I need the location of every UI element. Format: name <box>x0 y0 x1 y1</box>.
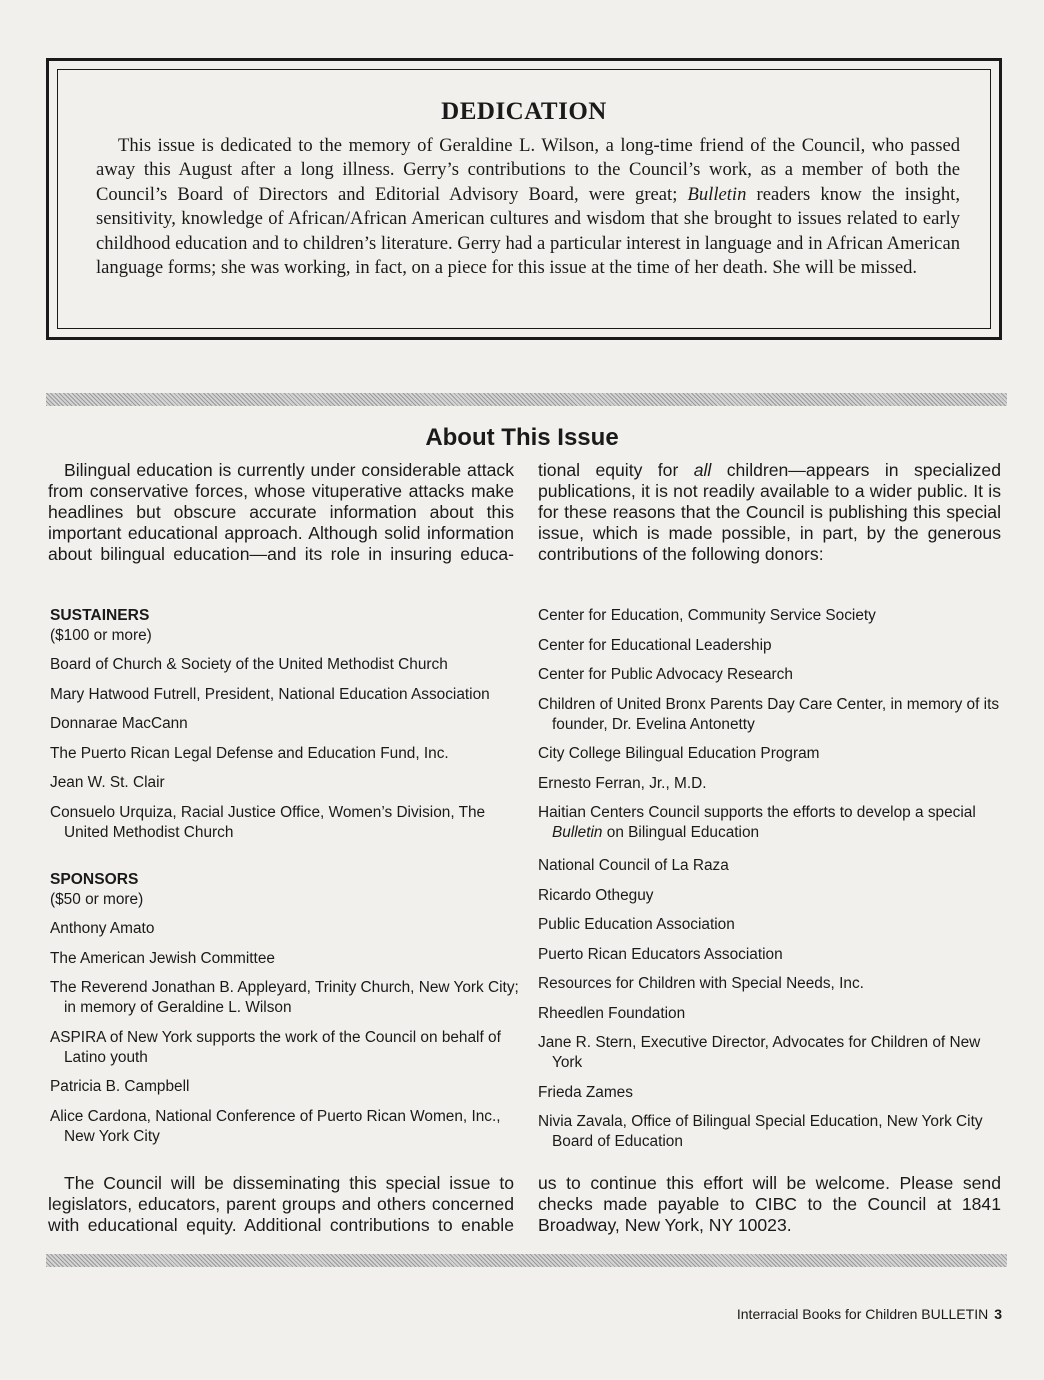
sponsors-heading: SPONSORS <box>50 871 139 888</box>
intro-right-end: children—appears in specialized publications, it is not readily available to a wider public. It is for these reasons that the Council is publishing this special issue, which is made possible, in part, by the generous contributions of the following donors: <box>538 460 1001 564</box>
sustainers-amount: ($100 or more) <box>50 627 152 644</box>
donor-entry: Nivia Zavala, Office of Bilingual Special Education, New York City Board of Education <box>538 1113 983 1150</box>
donor-entry: National Council of La Raza <box>538 857 729 874</box>
intro-right <box>538 460 1001 565</box>
haitian-text-start: Haitian Centers Council supports the efforts to develop a special <box>538 804 976 821</box>
bottom-divider-bar <box>46 1254 1007 1267</box>
donor-entry: ASPIRA of New York supports the work of the Council on behalf of Latino youth <box>50 1028 501 1066</box>
donor-entry: Rheedlen Foundation <box>538 1004 686 1022</box>
donors-left-column <box>50 606 525 1156</box>
dedication-title: DEDICATION <box>441 98 607 125</box>
donor-entry: The American Jewish Committee <box>50 949 275 967</box>
donor-entry: Jean W. St. Clair <box>50 774 165 791</box>
donor-entry: Alice Cardona, National Conference of Puerto Rican Women, Inc., New York City <box>50 1107 501 1145</box>
closing-left: The Council will be disseminating this special issue to legislators, educators, parent groups and others concerned with educational equity. Additional contributions to enable <box>48 1173 514 1235</box>
intro-right-start: tional equity for <box>538 460 694 480</box>
dedication-inner-border <box>57 69 991 329</box>
sponsors-amount: ($50 or more) <box>50 891 144 908</box>
donor-entry: Center for Education, Community Service Society <box>538 607 876 624</box>
donor-entry: Jane R. Stern, Executive Director, Advocates for Children of New York <box>538 1034 981 1071</box>
closing-right: us to continue this effort will be welcome. Please send checks made payable to CIBC to the Council at 1841 Broadway, New York, NY 10023. <box>538 1173 1001 1235</box>
donor-entry: Patricia B. Campbell <box>50 1078 190 1095</box>
donor-entry: The Puerto Rican Legal Defense and Education Fund, Inc. <box>50 744 449 762</box>
about-title: About This Issue <box>425 424 619 451</box>
sustainers-heading: SUSTAINERS <box>50 607 150 624</box>
donors-right-column <box>538 606 1006 1162</box>
donor-entry: Children of United Bronx Parents Day Care Center, in memory of its founder, Dr. Evelina Antonetty <box>538 695 1000 733</box>
donor-entry: City College Bilingual Education Program <box>538 745 820 762</box>
donor-entry: The Reverend Jonathan B. Appleyard, Trinity Church, New York City; in memory of Geraldine L. Wilson <box>50 979 519 1016</box>
dedication-box <box>46 58 1002 340</box>
donor-entry: Board of Church & Society of the United Methodist Church <box>50 656 448 673</box>
donor-entry: Center for Educational Leadership <box>538 636 772 654</box>
donor-entry-haitian <box>538 803 1006 843</box>
donor-entry: Mary Hatwood Futrell, President, National Education Association <box>50 685 490 703</box>
intro-left: Bilingual education is currently under considerable attack from conservative forces, whose vituperative attacks make headlines but obscure accurate information about this important educational approach. Although solid information about bilingual education—and its role in insuring educa- <box>48 460 514 564</box>
haitian-italic: Bulletin <box>552 824 603 841</box>
donor-entry: Consuelo Urquiza, Racial Justice Office, Women’s Division, The United Methodist Church <box>50 803 486 841</box>
top-divider-bar <box>46 393 1007 406</box>
footer-publication: Interracial Books for Children BULLETIN <box>736 1306 989 1322</box>
dedication-italic: Bulletin <box>687 183 747 205</box>
donor-entry: Puerto Rican Educators Association <box>538 945 783 963</box>
donor-entry: Ernesto Ferran, Jr., M.D. <box>538 774 707 792</box>
intro-right-italic: all <box>693 460 712 480</box>
donor-entry: Anthony Amato <box>50 920 155 937</box>
donor-entry: Public Education Association <box>538 916 735 933</box>
haitian-text-end: on Bilingual Education <box>602 824 760 841</box>
donor-entry: Frieda Zames <box>538 1083 633 1101</box>
dedication-text <box>96 134 960 280</box>
dedication-text-end: readers know the insight, sensitivity, knowledge of African/African American cultures and wisdom that she brought to issues related to early childhood education and to children’s literature. Gerry had a particular interest in language and in African American language forms; she was working, in fact, on a piece for this issue at the time of her death. She will be missed. <box>96 183 960 279</box>
donor-entry: Center for Public Advocacy Research <box>538 666 793 683</box>
donor-entry: Donnarae MacCann <box>50 715 188 732</box>
donor-entry: Resources for Children with Special Needs, Inc. <box>538 975 864 992</box>
dedication-text-start: This issue is dedicated to the memory of Geraldine L. Wilson, a long-time friend of the Council, who passed away this August after a long illness. Gerry’s contributions to the Council’s work, as a member of both the Council’s Board of Directors and Editorial Advisory Board, were great; <box>96 135 960 205</box>
page-footer <box>737 1306 1002 1322</box>
donor-entry: Ricardo Otheguy <box>538 886 654 904</box>
page-number: 3 <box>994 1306 1002 1322</box>
